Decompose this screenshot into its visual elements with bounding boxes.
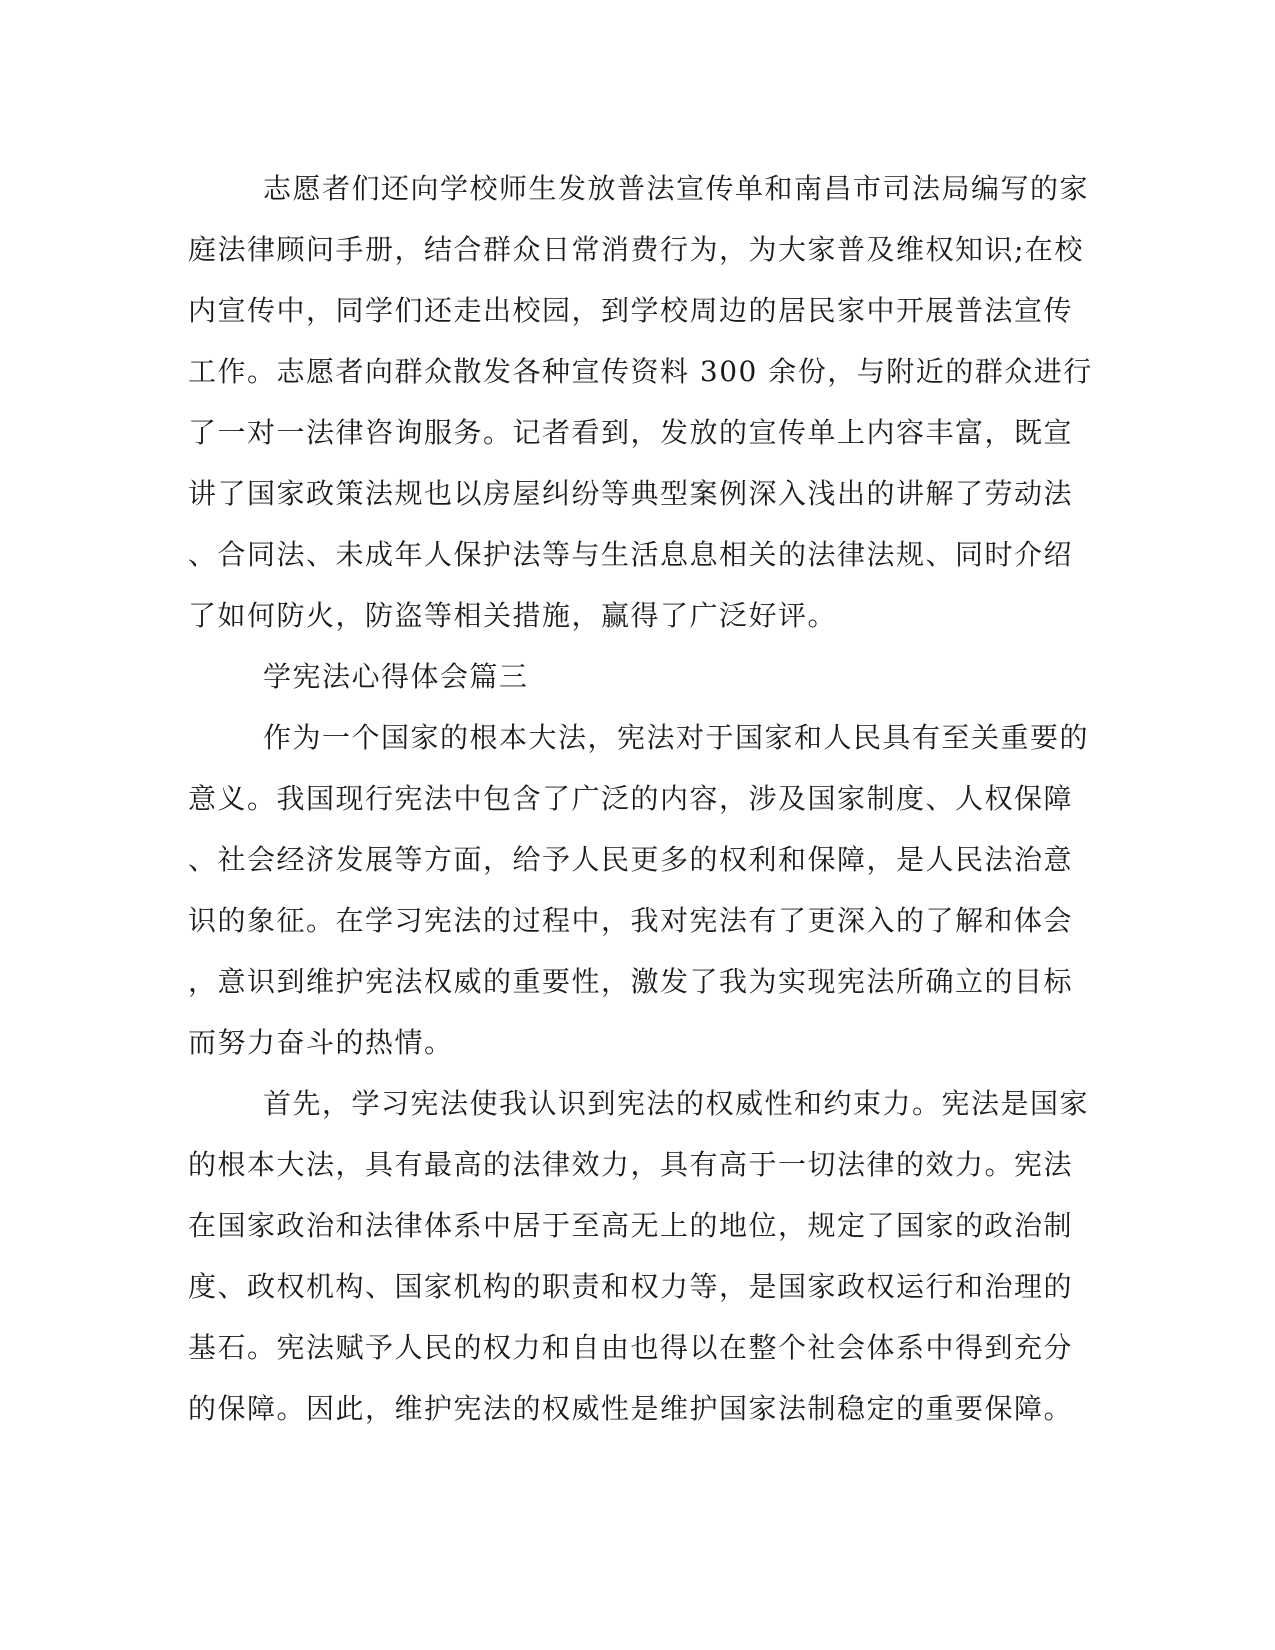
paragraph-line: 、社会经济发展等方面，给予人民更多的权利和保障，是人民法治意 bbox=[188, 843, 1074, 876]
paragraph-line: 讲了国家政策法规也以房屋纠纷等典型案例深入浅出的讲解了劳动法 bbox=[188, 477, 1074, 510]
paragraph-line: 了一对一法律咨询服务。记者看到，发放的宣传单上内容丰富，既宣 bbox=[188, 416, 1074, 449]
paragraph-line: 了如何防火，防盗等相关措施，赢得了广泛好评。 bbox=[188, 599, 838, 632]
paragraph-line: 工作。志愿者向群众散发各种宣传资料 300 余份，与附近的群众进行 bbox=[188, 355, 1093, 388]
paragraph-line: 首先，学习宪法使我认识到宪法的权威性和约束力。宪法是国家 bbox=[263, 1087, 1090, 1120]
paragraph-line: 度、政权机构、国家机构的职责和权力等，是国家政权运行和治理的 bbox=[188, 1270, 1074, 1303]
paragraph-line: 庭法律顾问手册，结合群众日常消费行为，为大家普及维权知识;在校 bbox=[188, 233, 1084, 266]
section-heading: 学宪法心得体会篇三 bbox=[263, 660, 529, 693]
paragraph-line: 志愿者们还向学校师生发放普法宣传单和南昌市司法局编写的家 bbox=[263, 172, 1090, 205]
paragraph-line: 内宣传中，同学们还走出校园，到学校周边的居民家中开展普法宣传 bbox=[188, 294, 1074, 327]
document-body bbox=[188, 158, 1093, 1439]
paragraph-line: 、合同法、未成年人保护法等与生活息息相关的法律法规、同时介绍 bbox=[188, 538, 1074, 571]
paragraph-line: 作为一个国家的根本大法，宪法对于国家和人民具有至关重要的 bbox=[263, 721, 1090, 754]
paragraph-line: 意义。我国现行宪法中包含了广泛的内容，涉及国家制度、人权保障 bbox=[188, 782, 1074, 815]
paragraph-line: 而努力奋斗的热情。 bbox=[188, 1026, 454, 1059]
paragraph-line: 基石。宪法赋予人民的权力和自由也得以在整个社会体系中得到充分 bbox=[188, 1331, 1074, 1364]
paragraph-line: 的根本大法，具有最高的法律效力，具有高于一切法律的效力。宪法 bbox=[188, 1148, 1074, 1181]
paragraph-line: ，意识到维护宪法权威的重要性，激发了我为实现宪法所确立的目标 bbox=[188, 965, 1074, 998]
paragraph-line: 在国家政治和法律体系中居于至高无上的地位，规定了国家的政治制 bbox=[188, 1209, 1074, 1242]
paragraph-line: 的保障。因此，维护宪法的权威性是维护国家法制稳定的重要保障。 bbox=[188, 1392, 1074, 1425]
paragraph-line: 识的象征。在学习宪法的过程中，我对宪法有了更深入的了解和体会 bbox=[188, 904, 1074, 937]
